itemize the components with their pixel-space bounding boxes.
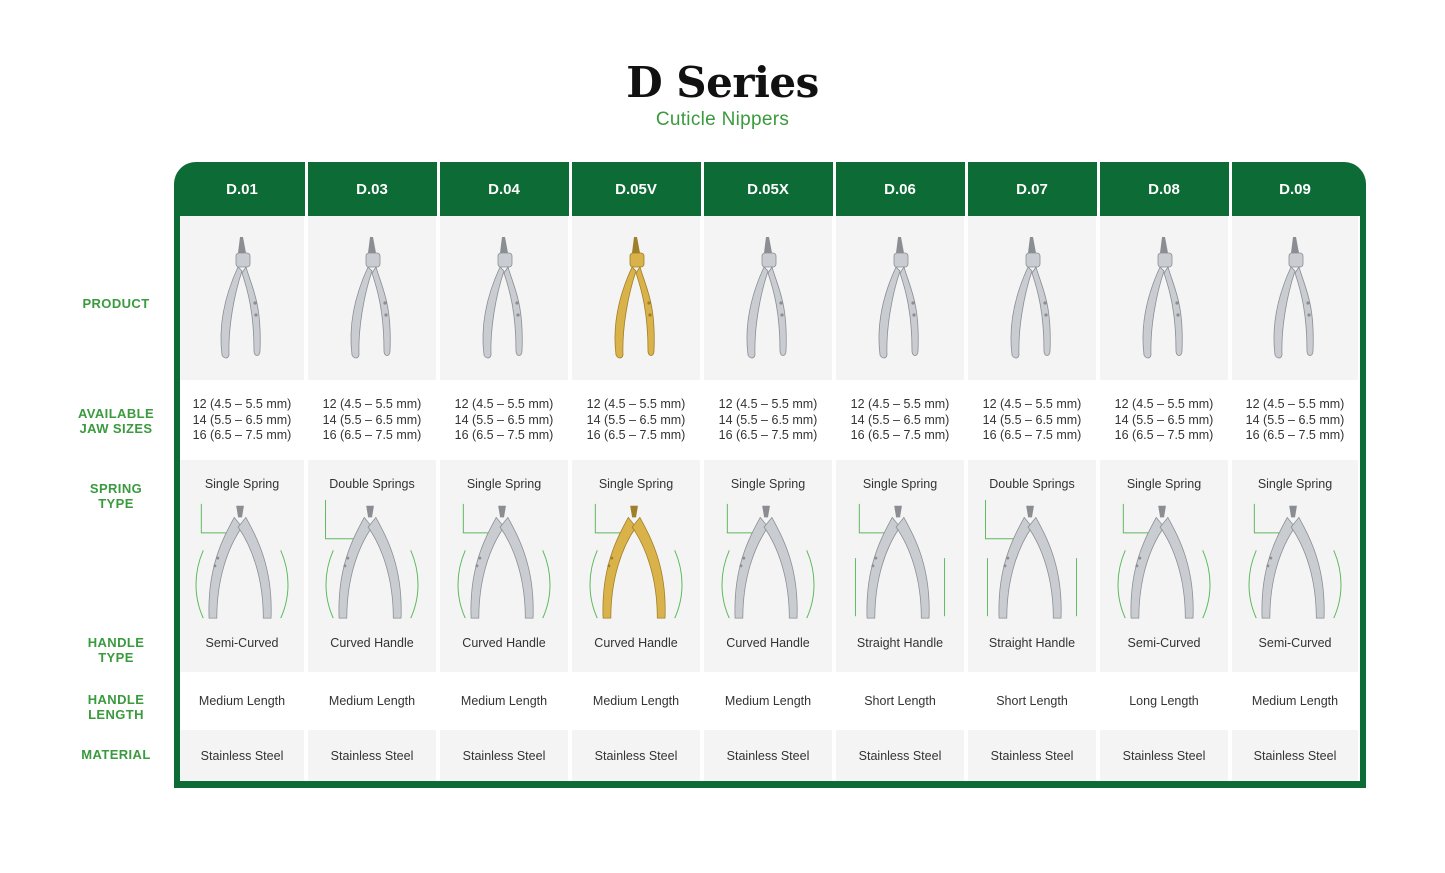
jaw-size: 14 (5.5 – 6.5 mm) xyxy=(1114,412,1214,427)
header-separator xyxy=(965,162,968,216)
handle-type: Semi-Curved xyxy=(1127,636,1201,650)
nipper-image xyxy=(1134,233,1194,363)
jaw-size: 12 (4.5 – 5.5 mm) xyxy=(586,397,686,411)
spring-diagram-wrap xyxy=(968,500,1096,622)
spring-diagram-wrap xyxy=(180,500,304,622)
jaw-size: 16 (6.5 – 7.5 mm) xyxy=(586,428,686,442)
spring-diagram xyxy=(189,500,295,622)
spring-diagram xyxy=(715,500,821,622)
handle-length: Medium Length xyxy=(1232,672,1358,730)
column-header-d03: D.03 xyxy=(356,180,388,198)
spring-handle-cell xyxy=(572,460,700,672)
spring-diagram xyxy=(979,500,1085,622)
handle-type: Semi-Curved xyxy=(1258,636,1332,650)
material: Stainless Steel xyxy=(572,730,700,781)
product-image-cell xyxy=(704,216,832,380)
product-image-cell xyxy=(308,216,436,380)
product-image-cell xyxy=(836,216,964,380)
spring-handle-cell xyxy=(836,460,964,672)
handle-length: Medium Length xyxy=(308,672,436,730)
material: Stainless Steel xyxy=(180,730,304,781)
row-label-handle-length xyxy=(60,692,172,722)
jaw-size: 12 (4.5 – 5.5 mm) xyxy=(718,397,818,411)
jaw-size: 16 (6.5 – 7.5 mm) xyxy=(982,428,1082,442)
row-label-text: HANDLE xyxy=(87,692,145,707)
row-label-spring-type xyxy=(60,481,172,511)
spring-diagram-wrap xyxy=(440,500,568,622)
product-image-cell xyxy=(1232,216,1358,380)
page-title: D Series xyxy=(626,58,819,107)
header-separator xyxy=(437,162,440,216)
jaw-size: 12 (4.5 – 5.5 mm) xyxy=(454,397,554,411)
spring-handle-cell xyxy=(180,460,304,672)
spring-diagram-wrap xyxy=(308,500,436,622)
jaw-sizes-cell xyxy=(180,380,304,460)
product-image-cell xyxy=(572,216,700,380)
jaw-size: 16 (6.5 – 7.5 mm) xyxy=(1245,428,1345,442)
jaw-sizes-cell xyxy=(836,380,964,460)
spring-type: Double Springs xyxy=(989,477,1075,491)
material: Stainless Steel xyxy=(704,730,832,781)
jaw-size: 12 (4.5 – 5.5 mm) xyxy=(322,397,422,411)
row-label-material xyxy=(60,747,172,762)
handle-length: Short Length xyxy=(836,672,964,730)
jaw-sizes-cell xyxy=(308,380,436,460)
handle-type: Curved Handle xyxy=(726,636,810,650)
nipper-image xyxy=(342,233,402,363)
spring-handle-cell xyxy=(704,460,832,672)
material: Stainless Steel xyxy=(308,730,436,781)
jaw-sizes-cell xyxy=(704,380,832,460)
jaw-size: 16 (6.5 – 7.5 mm) xyxy=(850,428,950,442)
handle-type: Straight Handle xyxy=(856,636,944,650)
jaw-size: 14 (5.5 – 6.5 mm) xyxy=(982,412,1082,427)
jaw-sizes-cell xyxy=(1232,380,1358,460)
column-header-d04: D.04 xyxy=(488,180,520,198)
jaw-sizes-cell xyxy=(572,380,700,460)
nipper-image xyxy=(1002,233,1062,363)
spring-handle-cell xyxy=(308,460,436,672)
material: Stainless Steel xyxy=(836,730,964,781)
product-image-cell xyxy=(440,216,568,380)
nipper-image xyxy=(870,233,930,363)
row-label-handle-type xyxy=(60,635,172,665)
material: Stainless Steel xyxy=(440,730,568,781)
nipper-image xyxy=(474,233,534,363)
handle-type: Curved Handle xyxy=(330,636,414,650)
jaw-size: 16 (6.5 – 7.5 mm) xyxy=(454,428,554,442)
spring-diagram xyxy=(319,500,425,622)
handle-length: Medium Length xyxy=(180,672,304,730)
jaw-sizes-cell xyxy=(440,380,568,460)
spring-diagram xyxy=(583,500,689,622)
spring-diagram xyxy=(451,500,557,622)
header-separator xyxy=(833,162,836,216)
jaw-size: 14 (5.5 – 6.5 mm) xyxy=(322,412,422,427)
product-image-cell xyxy=(1100,216,1228,380)
spring-handle-cell xyxy=(440,460,568,672)
column-header-d07: D.07 xyxy=(1016,180,1048,198)
nipper-image xyxy=(738,233,798,363)
column-header-d08: D.08 xyxy=(1148,180,1180,198)
row-label-text: TYPE xyxy=(98,496,134,511)
jaw-size: 14 (5.5 – 6.5 mm) xyxy=(718,412,818,427)
column-header-d09: D.09 xyxy=(1279,180,1311,198)
row-label-text: MATERIAL xyxy=(81,747,151,762)
handle-type: Curved Handle xyxy=(462,636,546,650)
jaw-size: 12 (4.5 – 5.5 mm) xyxy=(850,397,950,411)
header-separator xyxy=(701,162,704,216)
jaw-size: 16 (6.5 – 7.5 mm) xyxy=(1114,428,1214,442)
header-separator xyxy=(1229,162,1232,216)
column-header-d01: D.01 xyxy=(226,180,258,198)
spring-type: Single Spring xyxy=(1126,477,1202,491)
material: Stainless Steel xyxy=(1100,730,1228,781)
header-separator xyxy=(1097,162,1100,216)
handle-length: Medium Length xyxy=(440,672,568,730)
jaw-size: 16 (6.5 – 7.5 mm) xyxy=(718,428,818,442)
row-label-product xyxy=(60,296,172,311)
handle-type: Straight Handle xyxy=(988,636,1076,650)
row-label-text: SPRING xyxy=(89,481,143,496)
spring-type: Single Spring xyxy=(466,477,542,491)
jaw-size: 14 (5.5 – 6.5 mm) xyxy=(850,412,950,427)
spring-diagram-wrap xyxy=(836,500,964,622)
header-separator xyxy=(569,162,572,216)
column-header-d05v: D.05V xyxy=(615,180,657,198)
jaw-size: 16 (6.5 – 7.5 mm) xyxy=(322,428,422,442)
jaw-size: 12 (4.5 – 5.5 mm) xyxy=(982,397,1082,411)
spring-type: Double Springs xyxy=(329,477,415,491)
handle-length: Medium Length xyxy=(704,672,832,730)
row-label-text: PRODUCT xyxy=(82,296,150,311)
spring-diagram xyxy=(1242,500,1348,622)
jaw-size: 14 (5.5 – 6.5 mm) xyxy=(454,412,554,427)
spring-diagram-wrap xyxy=(1100,500,1228,622)
jaw-size: 14 (5.5 – 6.5 mm) xyxy=(1245,412,1345,427)
handle-length: Long Length xyxy=(1100,672,1228,730)
spring-type: Single Spring xyxy=(730,477,806,491)
jaw-size: 16 (6.5 – 7.5 mm) xyxy=(192,428,292,442)
product-image-cell xyxy=(180,216,304,380)
column-header-d06: D.06 xyxy=(884,180,916,198)
product-image-cell xyxy=(968,216,1096,380)
spring-diagram-wrap xyxy=(1232,500,1358,622)
page-subtitle: Cuticle Nippers xyxy=(655,109,790,130)
jaw-size: 12 (4.5 – 5.5 mm) xyxy=(1114,397,1214,411)
spring-type: Single Spring xyxy=(204,477,280,491)
jaw-size: 14 (5.5 – 6.5 mm) xyxy=(192,412,292,427)
spring-handle-cell xyxy=(968,460,1096,672)
row-label-text: LENGTH xyxy=(88,707,144,722)
row-label-text: AVAILABLE xyxy=(77,406,155,421)
spring-type: Single Spring xyxy=(1257,477,1333,491)
row-label-text: TYPE xyxy=(98,650,134,665)
spring-type: Single Spring xyxy=(598,477,674,491)
jaw-size: 12 (4.5 – 5.5 mm) xyxy=(192,397,292,411)
spring-handle-cell xyxy=(1232,460,1358,672)
column-header-d05x: D.05X xyxy=(747,180,789,198)
spring-type: Single Spring xyxy=(862,477,938,491)
spring-handle-cell xyxy=(1100,460,1228,672)
jaw-sizes-cell xyxy=(1100,380,1228,460)
nipper-image xyxy=(606,233,666,363)
handle-type: Semi-Curved xyxy=(205,636,279,650)
nipper-image xyxy=(1265,233,1325,363)
row-label-jaw-sizes xyxy=(60,406,172,436)
header-separator xyxy=(305,162,308,216)
spring-diagram-wrap xyxy=(704,500,832,622)
row-label-text: HANDLE xyxy=(87,635,145,650)
handle-type: Curved Handle xyxy=(594,636,678,650)
spring-diagram-wrap xyxy=(572,500,700,622)
material: Stainless Steel xyxy=(968,730,1096,781)
handle-length: Medium Length xyxy=(572,672,700,730)
row-label-text: JAW SIZES xyxy=(79,421,153,436)
jaw-sizes-cell xyxy=(968,380,1096,460)
material: Stainless Steel xyxy=(1232,730,1358,781)
spring-diagram xyxy=(847,500,953,622)
jaw-size: 14 (5.5 – 6.5 mm) xyxy=(586,412,686,427)
spring-diagram xyxy=(1111,500,1217,622)
nipper-image xyxy=(212,233,272,363)
handle-length: Short Length xyxy=(968,672,1096,730)
jaw-size: 12 (4.5 – 5.5 mm) xyxy=(1245,397,1345,411)
